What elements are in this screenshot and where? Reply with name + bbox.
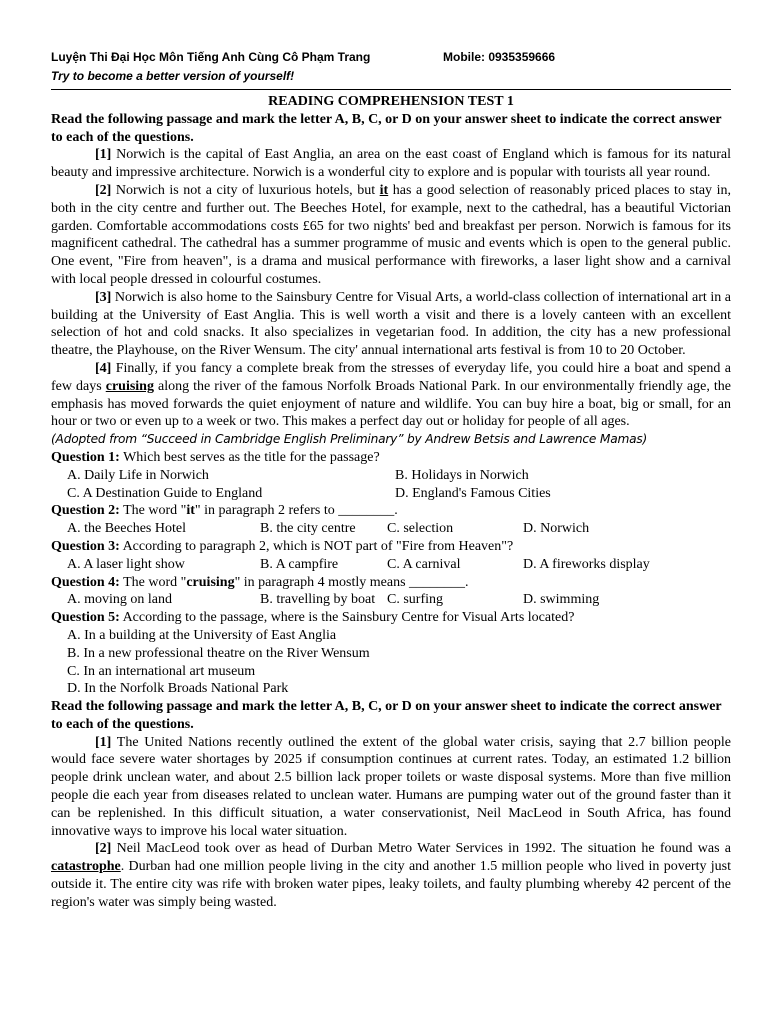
question-1 [51, 449, 731, 467]
paragraph-text: along the river of the famous Norfolk Broads National Park. In our environmentally friendly age, the emphasis has moved forwards the quiet enjoyment of nature and wildlife. You can buy hire a boat, big or small, for an hour or two or even up to a week or two. This makes a perfect day out or holiday for people of all ages. [51, 378, 731, 430]
question-2 [51, 502, 731, 520]
option-b[interactable]: B. travelling by boat [260, 592, 376, 608]
key-word-catastrophe: catastrophe [51, 859, 121, 875]
header-title: Luyện Thi Đại Học Môn Tiếng Anh Cùng Cô Phạm Trang [51, 50, 371, 64]
document-body [51, 93, 731, 912]
question-text: " in paragraph 2 refers to ________. [194, 503, 398, 519]
passage1-paragraph-3 [51, 289, 731, 360]
option-b[interactable]: B. In a new professional theatre on the River Wensum [67, 645, 370, 661]
page-header [51, 50, 731, 64]
passage1-paragraph-4 [51, 360, 731, 431]
header-slogan: Try to become a better version of yourself! [51, 69, 295, 83]
option-a[interactable]: A. A laser light show [67, 556, 185, 572]
option-c[interactable]: C. A Destination Guide to England [67, 485, 263, 501]
question-5 [51, 609, 731, 627]
option-d[interactable]: D. Norwich [523, 521, 590, 537]
paragraph-text: Norwich is also home to the Sainsbury Centre for Visual Arts, a world-class collection of international art in a building at the University of East Anglia. This is well worth a visit and there is a lovely canteen with an excellent selection of hot and cold snacks. It also specializes in vegetarian food. In addition, the city has a new professional theatre, the Playhouse, on the River Wensum. The city' annual international arts festival is from 10 to 20 October. [51, 289, 731, 359]
option-c[interactable]: C. A carnival [387, 556, 461, 572]
question-2-options [51, 520, 731, 538]
paragraph-number: [2] [95, 182, 112, 198]
key-word-it: it [379, 182, 389, 198]
question-text: The word " [119, 574, 187, 590]
paragraph-text: Finally, if you fancy a complete break from the stresses of everyday life, you could hire a boat and spend a few days [51, 360, 731, 394]
question-4 [51, 574, 731, 592]
option-d[interactable]: D. swimming [523, 592, 600, 608]
option-a[interactable]: A. the Beeches Hotel [67, 521, 186, 537]
paragraph-text: has a good selection of reasonably priced places to stay in, both in the city centre and further out. The Beeches Hotel, for example, next to the cathedral, has a beautiful Victorian garden. Comfortable accommodations costs £65 for two nights' bed and breakfast per person. Norwich is famous for its magnificent cathedral. The cathedral has a summer programme of music and events which is open to the general public. One event, "Fire from heaven", is a drama and musical performance with fireworks, a laser light show and a carnival with local people dressed in colourful costumes. [51, 182, 731, 287]
passage1-paragraph-2 [51, 182, 731, 289]
paragraph-text: Norwich is not a city of luxurious hotels, but [111, 182, 380, 198]
paragraph-text: Neil MacLeod took over as head of Durban Metro Water Services in 1992. The situation he found was a [111, 841, 731, 857]
question-label: Question 2: [51, 503, 120, 519]
question-text: Which best serves as the title for the passage? [119, 449, 380, 465]
option-a[interactable]: A. moving on land [67, 592, 172, 608]
paragraph-number: [1] [95, 147, 112, 163]
option-b[interactable]: B. Holidays in Norwich [395, 467, 529, 483]
question-label: Question 4: [51, 574, 120, 590]
paragraph-number: [2] [95, 841, 112, 857]
passage2-paragraph-2 [51, 840, 731, 911]
passage2-paragraph-1 [51, 734, 731, 841]
question-3 [51, 538, 731, 556]
question-label: Question 5: [51, 610, 120, 626]
test-title: READING COMPREHENSION TEST 1 [268, 94, 514, 109]
option-d[interactable]: D. In the Norfolk Broads National Park [67, 681, 289, 697]
option-b[interactable]: B. the city centre [260, 521, 356, 537]
option-a[interactable]: A. In a building at the University of East Anglia [67, 627, 337, 643]
question-key-word: cruising [186, 574, 235, 590]
option-c[interactable]: C. selection [387, 521, 454, 537]
passage-source: (Adopted from “Succeed in Cambridge English Preliminary” by Andrew Betsis and Lawrence Mamas) [51, 432, 648, 447]
option-c[interactable]: C. surfing [387, 592, 443, 608]
passage1-paragraph-1 [51, 146, 731, 182]
question-label: Question 3: [51, 538, 120, 554]
option-c[interactable]: C. In an international art museum [67, 663, 256, 679]
question-text: The word " [119, 503, 187, 519]
instruction: Read the following passage and mark the letter A, B, C, or D on your answer sheet to indicate the correct answer to each of the questions. [51, 111, 722, 145]
question-1-options-row-2 [51, 485, 731, 503]
option-a[interactable]: A. Daily Life in Norwich [67, 467, 209, 483]
question-1-options-row-1 [51, 467, 731, 485]
question-text: " in paragraph 4 mostly means ________. [234, 574, 469, 590]
paragraph-number: [3] [95, 289, 112, 305]
paragraph-number: [1] [95, 734, 112, 750]
question-label: Question 1: [51, 449, 120, 465]
paragraph-text: . Durban had one million people living in the city and another 1.5 million people who lived in poverty just outside it. The entire city was rife with broken water pipes, leaky toilets, and faulty plumbing whereby 42 percent of the region's water was simply being wasted. [51, 859, 731, 910]
question-3-options [51, 556, 731, 574]
option-b[interactable]: B. A campfire [260, 556, 339, 572]
option-d[interactable]: D. England's Famous Cities [395, 485, 551, 501]
header-divider [51, 89, 731, 90]
question-text: According to paragraph 2, which is NOT part of "Fire from Heaven"? [119, 538, 514, 554]
question-text: According to the passage, where is the Sainsbury Centre for Visual Arts located? [119, 610, 575, 626]
question-key-word: it [186, 503, 195, 519]
question-4-options [51, 591, 731, 609]
instruction-2: Read the following passage and mark the letter A, B, C, or D on your answer sheet to indicate the correct answer to each of the questions. [51, 699, 722, 732]
paragraph-text: The United Nations recently outlined the extent of the global water crisis, saying that 2.7 billion people would face severe water shortages by 2025 if consumption continues at current rates. Today, an estimated 1.2 billion people drink unclean water, and about 2.5 billion lack proper toilets or waste disposal systems. More than five million people die each year from diseases related to unclean water. Humans are pumping water out of the ground faster than it can be replenished. In this difficult situation, a water conservationist, Neil MacLeod in South Africa, has found innovative ways to improve his local water situation. [51, 734, 731, 839]
option-d[interactable]: D. A fireworks display [523, 556, 650, 572]
header-mobile: Mobile: 0935359666 [443, 50, 556, 64]
paragraph-number: [4] [95, 360, 112, 376]
key-word-cruising: cruising [105, 378, 154, 394]
paragraph-text: Norwich is the capital of East Anglia, an area on the east coast of England which is famous for its natural beauty and impressive architecture. Norwich is a wonderful city to explore and is popular with tourists all year round. [51, 147, 731, 181]
